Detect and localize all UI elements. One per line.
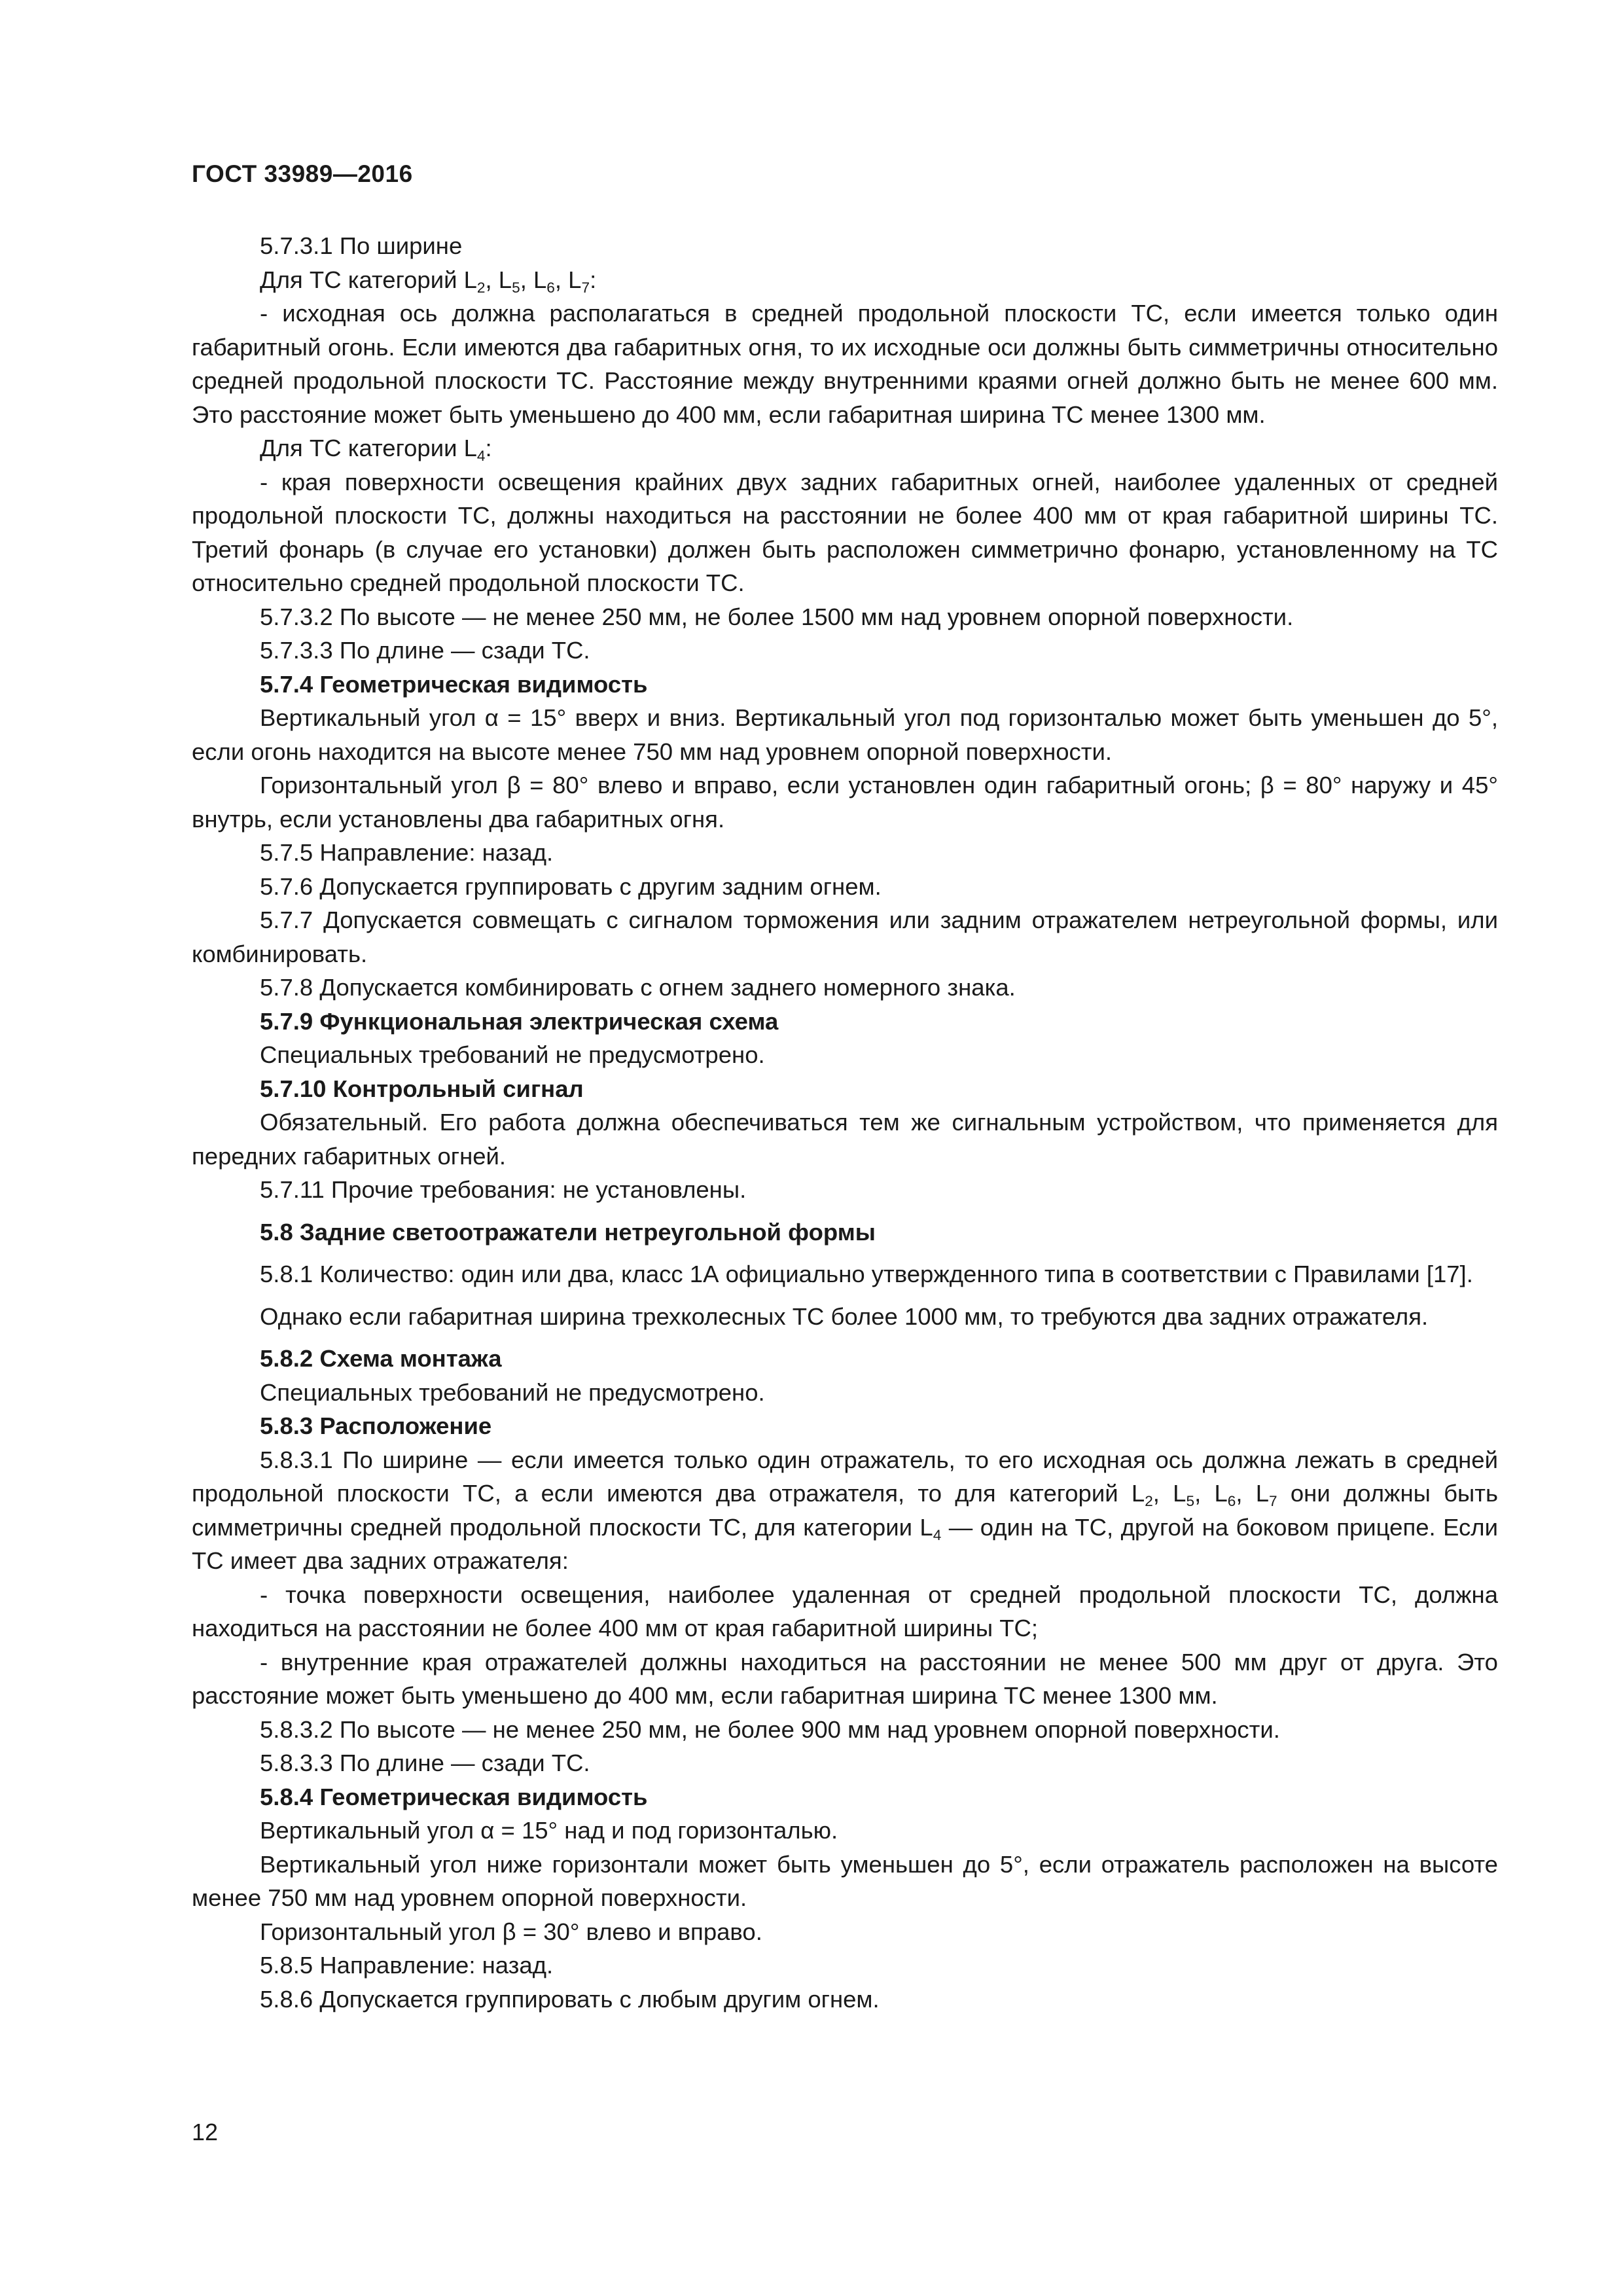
clause-5-7-8: 5.7.8 Допускается комбинировать с огнем заднего номерного знака. [260,974,1016,1001]
paragraph-5-8-4-b: Вертикальный угол ниже горизонтали может быть уменьшен до 5°, если отражатель расположен на высоте менее 750 мм над уровнем опорной поверхности. [192,1850,1498,1911]
paragraph-vertical-angle: Вертикальный угол α = 15° вверх и вниз. Вертикальный угол под горизонталью может быть уменьшен до 5°, если огонь находится на высоте менее 750 мм над уровнем опорной поверхности. [192,704,1498,765]
document-body [192,229,1498,2016]
clause-5-7-3-3: 5.7.3.3 По длине — сзади ТС. [260,637,590,664]
clause-5-8-3-1: 5.8.3.1 По ширине — если имеется только один отражатель, то его исходная ось должна лежать в средней продольной плоскости ТС, а если имеются два отражателя, то для категорий $L_2$, $L_5$, $L_6$, $L_7$ они должны быть симметричны средней продольной плоскости ТС, для категории $L_4$ — один на ТС, другой на боковом прицепе. Если ТС имеет два задних отражателя: [192,1446,1498,1574]
paragraph-point: - точка поверхности освещения, наиболее удаленная от средней продольной плоскости ТС, должна находиться на расстоянии не более 400 мм от края габаритной ширины ТС; [192,1581,1498,1641]
clause-5-7-6: 5.7.6 Допускается группировать с другим задним огнем. [260,872,882,900]
doc-header: ГОСТ 33989—2016 [192,160,413,187]
clause-5-7-3-1: 5.7.3.1 По ширине [260,232,463,259]
heading-5-8: 5.8 Задние светоотражатели нетреугольной формы [260,1218,876,1246]
clause-5-7-7: 5.7.7 Допускается совмещать с сигналом торможения или задним отражателем нетреугольной формы, или комбинировать. [192,906,1498,967]
clause-5-7-3-2: 5.7.3.2 По высоте — не менее 250 мм, не более 1500 мм над уровнем опорной поверхности. [260,603,1294,630]
paragraph-axis: - исходная ось должна располагаться в средней продольной плоскости ТС, если имеется только один габаритный огонь. Если имеются два габаритных огня, то их исходные оси должны быть симметричны относительно средней продольной плоскости ТС. Расстояние между внутренними краями огней должно быть не менее 600 мм. Это расстояние может быть уменьшено до 400 мм, если габаритная ширина ТС менее 1300 мм. [192,300,1498,428]
paragraph-5-8-2: Специальных требований не предусмотрено. [260,1378,765,1406]
clause-5-8-1: 5.8.1 Количество: один или два, класс 1А официально утвержденного типа в соответствии с Правилами [17]. [260,1261,1473,1287]
clause-5-7-11: 5.7.11 Прочие требования: не установлены. [260,1176,747,1203]
paragraph-5-8-4-a: Вертикальный угол α = 15° над и под горизонталью. [260,1817,838,1844]
clause-5-8-3-2: 5.8.3.2 По высоте — не менее 250 мм, не более 900 мм над уровнем опорной поверхности. [260,1715,1280,1743]
paragraph-5-8-4-c: Горизонтальный угол β = 30° влево и вправо. [260,1918,762,1945]
category-l4-line: Для ТС категории $L_4$: [260,435,492,464]
categories-line: Для ТС категорий $L_2$, $L_5$, $L_6$, $L_7$: [260,266,597,296]
heading-5-7-10: 5.7.10 Контрольный сигнал [260,1075,584,1102]
clause-5-8-3-3: 5.8.3.3 По длине — сзади ТС. [260,1749,590,1776]
paragraph-5-8-1-b: Однако если габаритная ширина трехколесных ТС более 1000 мм, то требуются два задних отражателя. [260,1302,1429,1330]
heading-5-8-3: 5.8.3 Расположение [260,1412,492,1439]
paragraph-inner-edges: - внутренние края отражателей должны находиться на расстоянии не менее 500 мм друг от друга. Это расстояние может быть уменьшено до 400 мм, если габаритная ширина ТС менее 1300 мм. [192,1648,1498,1709]
heading-5-8-2: 5.8.2 Схема монтажа [260,1345,502,1372]
paragraph-5-7-9: Специальных требований не предусмотрено. [260,1041,765,1068]
heading-5-8-4: 5.8.4 Геометрическая видимость [260,1783,648,1810]
heading-5-7-9: 5.7.9 Функциональная электрическая схема [260,1007,779,1035]
clause-5-7-5: 5.7.5 Направление: назад. [260,839,554,866]
paragraph-horizontal-angle: Горизонтальный угол β = 80° влево и вправо, если установлен один габаритный огонь; β = 80° наружу и 45° внутрь, если установлены два габаритных огня. [192,772,1498,833]
paragraph-edges: - края поверхности освещения крайних двух задних габаритных огней, наиболее удаленных от средней продольной плоскости ТС, должны находиться на расстоянии не более 400 мм от края габаритной ширины ТС. Третий фонарь (в случае его установки) должен быть расположен симметрично фонарю, установленному на ТС относительно средней продольной плоскости ТС. [192,468,1498,596]
heading-5-7-4: 5.7.4 Геометрическая видимость [260,670,648,698]
clause-5-8-6: 5.8.6 Допускается группировать с любым другим огнем. [260,1985,880,2013]
clause-5-8-5: 5.8.5 Направление: назад. [260,1952,554,1979]
paragraph-5-7-10: Обязательный. Его работа должна обеспечиваться тем же сигнальным устройством, что применяется для передних габаритных огней. [192,1109,1498,1170]
page-number: 12 [192,2119,219,2145]
